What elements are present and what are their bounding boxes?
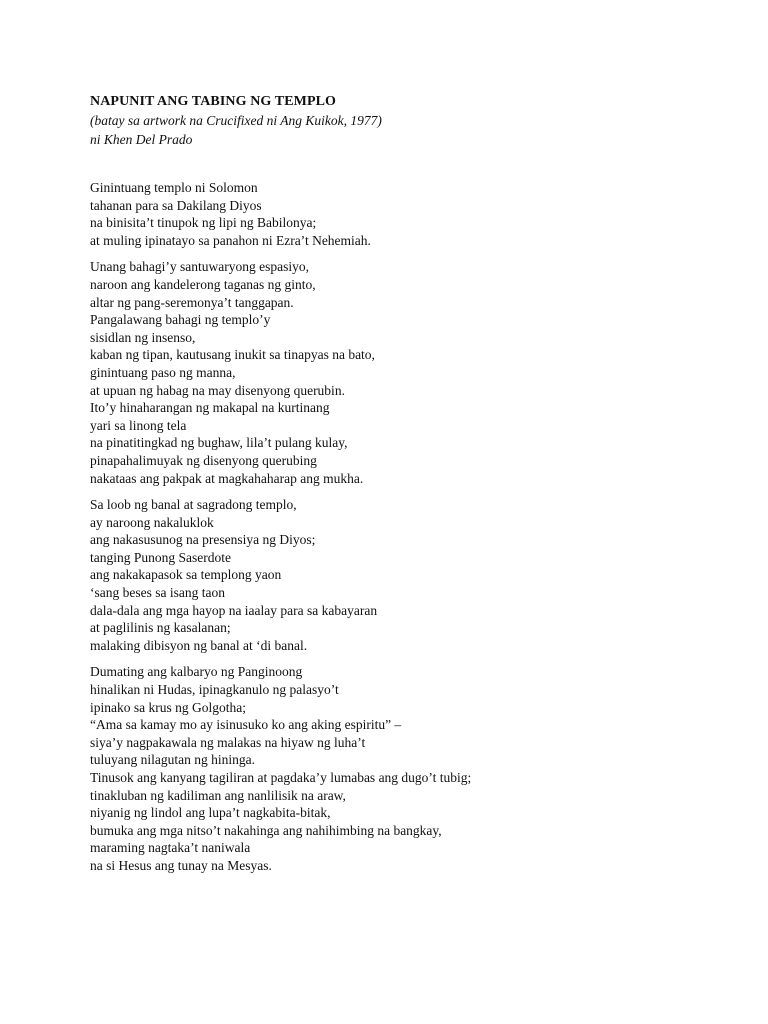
poem-line: naroon ang kandelerong taganas ng ginto, <box>90 276 316 292</box>
poem-line: maraming nagtaka’t naniwala <box>90 840 251 856</box>
poem-line: bumuka ang mga nitso’t nakahinga ang nahihimbing na bangkay, <box>90 822 442 838</box>
poem-line: nakataas ang pakpak at magkahaharap ang mukha. <box>90 470 364 486</box>
poem-line: ginintuang paso ng manna, <box>90 364 236 380</box>
poem-line: at paglilinis ng kasalanan; <box>90 620 231 636</box>
poem-line: tinakluban ng kadiliman ang nanlilisik na araw, <box>90 787 346 803</box>
poem-line: tahanan para sa Dakilang Diyos <box>90 197 262 213</box>
poem-line: siya’y nagpakawala ng malakas na hiyaw ng luha’t <box>90 734 366 750</box>
poem-stanza <box>90 663 730 874</box>
poem-line: Dumating ang kalbaryo ng Panginoong <box>90 664 303 680</box>
poem-line: Pangalawang bahagi ng templo’y <box>90 312 271 328</box>
poem-line: pinapahalimuyak ng disenyong querubing <box>90 452 317 468</box>
poem-line: dala-dala ang mga hayop na iaalay para sa kabayaran <box>90 602 378 618</box>
poem-line: tanging Punong Saserdote <box>90 549 231 565</box>
poem-line: na pinatitingkad ng bughaw, lila’t pulang kulay, <box>90 435 348 451</box>
poem-title: NAPUNIT ANG TABING NG TEMPLO <box>90 94 337 109</box>
poem-stanza <box>90 179 730 249</box>
poem-line: ‘sang beses sa isang taon <box>90 585 225 601</box>
poem-line: na binisita’t tinupok ng lipi ng Babilonya; <box>90 215 317 231</box>
poem-line: ang nakakapasok sa templong yaon <box>90 567 282 583</box>
poem-body <box>90 179 730 875</box>
poem-line: Ito’y hinaharangan ng makapal na kurtinang <box>90 400 330 416</box>
poem-line: altar ng pang-seremonya’t tanggapan. <box>90 294 294 310</box>
poem-line: yari sa linong tela <box>90 417 187 433</box>
poem-line: ang nakasusunog na presensiya ng Diyos; <box>90 532 316 548</box>
poem-author: ni Khen Del Prado <box>90 132 193 147</box>
poem-line: niyanig ng lindol ang lupa’t nagkabita-bitak, <box>90 805 331 821</box>
poem-line: Ginintuang templo ni Solomon <box>90 180 258 195</box>
poem-line: hinalikan ni Hudas, ipinagkanulo ng palasyo’t <box>90 682 339 698</box>
poem-stanza <box>90 496 730 654</box>
poem-line: na si Hesus ang tunay na Mesyas. <box>90 857 272 873</box>
poem-stanza <box>90 258 730 487</box>
poem-subtitle: (batay sa artwork na Crucifixed ni Ang Kuikok, 1977) <box>90 113 382 128</box>
poem-line: at upuan ng habag na may disenyong querubin. <box>90 382 345 398</box>
poem-line: tuluyang nilagutan ng hininga. <box>90 752 255 768</box>
poem-line: at muling ipinatayo sa panahon ni Ezra’t Nehemiah. <box>90 232 371 248</box>
poem-line: “Ama sa kamay mo ay isinusuko ko ang aking espiritu” – <box>90 717 402 733</box>
poem-line: malaking dibisyon ng banal at ‘di banal. <box>90 637 308 653</box>
poem-line: Tinusok ang kanyang tagiliran at pagdaka’y lumabas ang dugo’t tubig; <box>90 770 472 785</box>
poem-line: sisidlan ng insenso, <box>90 329 196 345</box>
poem-line: ay naroong nakaluklok <box>90 514 214 530</box>
poem-line: Sa loob ng banal at sagradong templo, <box>90 497 297 513</box>
poem-line: ipinako sa krus ng Golgotha; <box>90 699 246 715</box>
poem-line: Unang bahagi’y santuwaryong espasiyo, <box>90 259 309 275</box>
poem-line: kaban ng tipan, kautusang inukit sa tinapyas na bato, <box>90 347 375 363</box>
document-page <box>90 92 730 884</box>
